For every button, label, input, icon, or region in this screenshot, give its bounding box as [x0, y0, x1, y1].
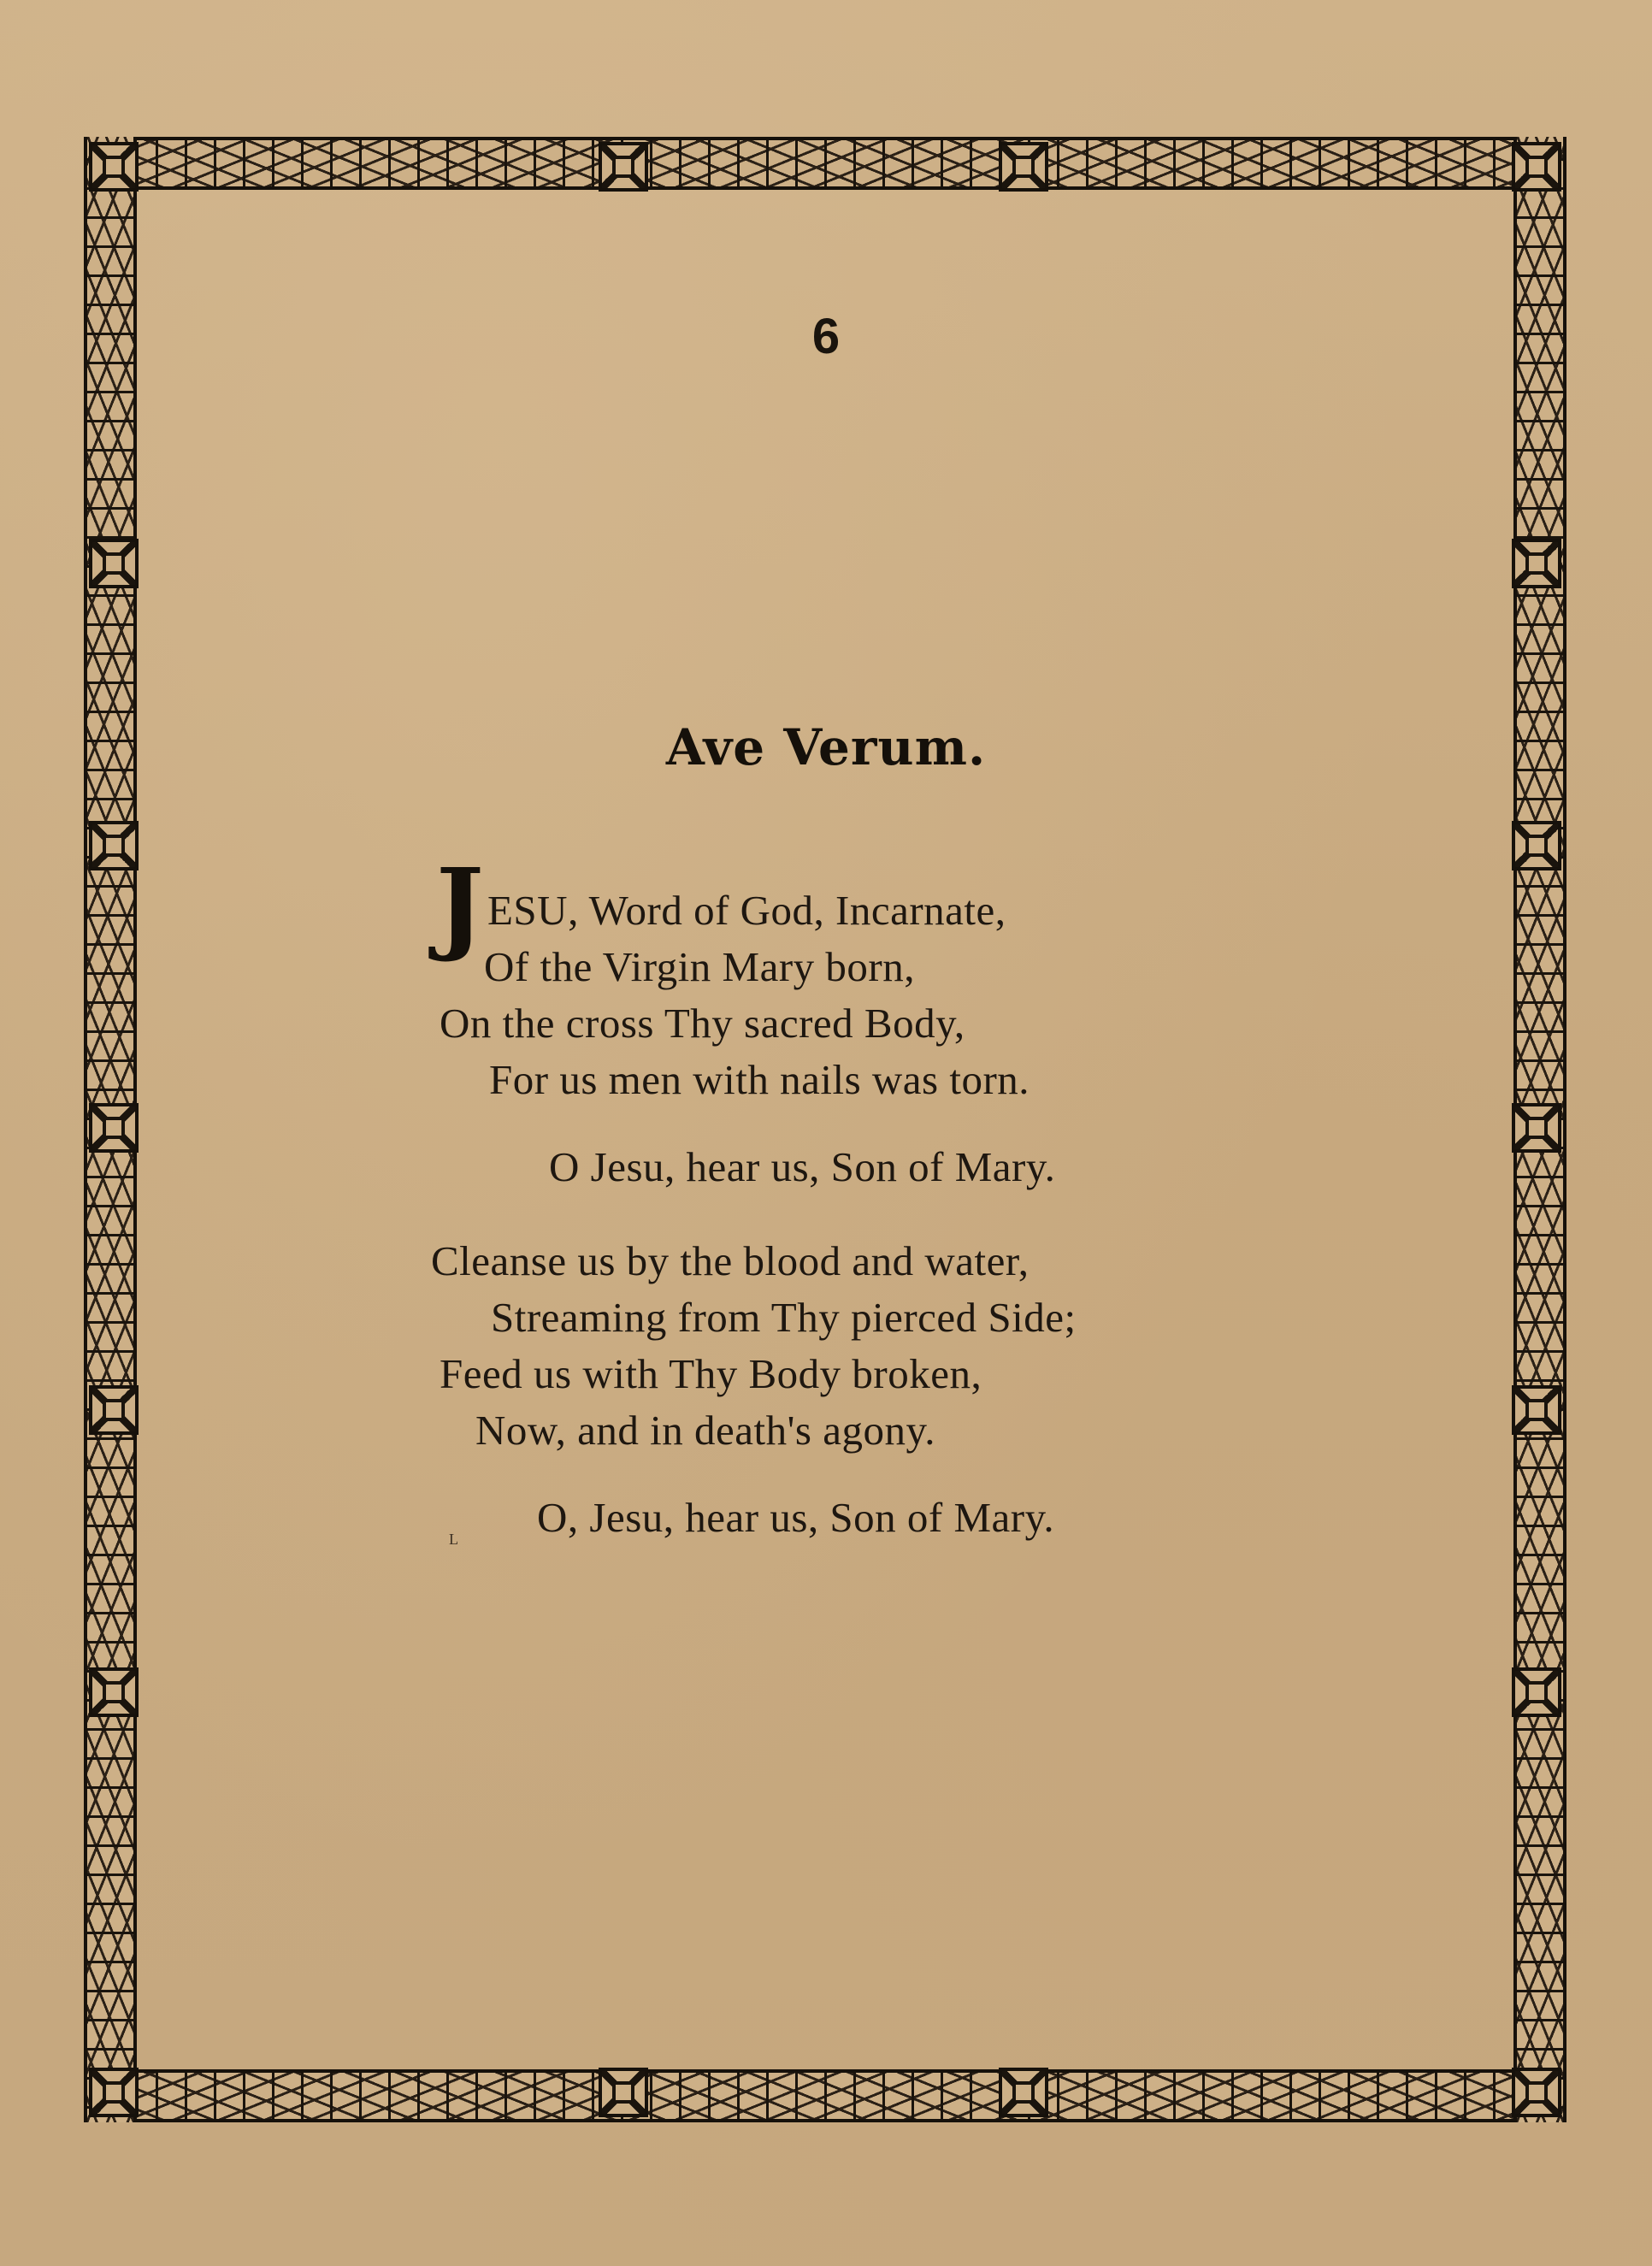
border-bottom [84, 2069, 1566, 2122]
knot-ornament-icon [89, 1667, 139, 1717]
knot-ornament-icon [999, 2068, 1048, 2117]
verse-line: Of the Virgin Mary born, [484, 943, 915, 990]
knot-ornament-icon [89, 821, 139, 870]
knot-ornament-icon [1512, 142, 1561, 192]
verse-line: Streaming from Thy pierced Side; [491, 1294, 1077, 1341]
border-top [84, 137, 1566, 190]
knot-ornament-icon [599, 2068, 648, 2117]
knot-ornament-icon [89, 142, 139, 192]
hymn-title: Ave Verum. [665, 718, 987, 776]
refrain-line: O, Jesu, hear us, Son of Mary. [537, 1494, 1055, 1541]
knot-ornament-icon [89, 2068, 139, 2117]
knot-ornament-icon [1512, 2068, 1561, 2117]
page-number: 6 [811, 309, 841, 364]
knot-ornament-icon [999, 142, 1048, 192]
verse-line: ESU, Word of God, Incarnate, [487, 887, 1006, 934]
knot-ornament-icon [1512, 539, 1561, 588]
knot-ornament-icon [1512, 821, 1561, 870]
knot-ornament-icon [599, 142, 648, 192]
knot-ornament-icon [1512, 1385, 1561, 1435]
refrain-line: O Jesu, hear us, Son of Mary. [549, 1143, 1056, 1190]
knot-ornament-icon [89, 1103, 139, 1153]
knot-ornament-icon [1512, 1667, 1561, 1717]
knot-ornament-icon [1512, 1103, 1561, 1153]
knot-ornament-icon [89, 1385, 139, 1435]
stray-mark: L [449, 1531, 458, 1548]
verse-line: Cleanse us by the blood and water, [431, 1237, 1030, 1284]
verse-line: Feed us with Thy Body broken, [440, 1350, 982, 1397]
verse-line: On the cross Thy sacred Body, [440, 1000, 965, 1047]
verse-line: Now, and in death's agony. [475, 1407, 936, 1454]
knot-ornament-icon [89, 539, 139, 588]
drop-cap: J [436, 846, 484, 965]
ornamental-border [84, 137, 1566, 2122]
verse-line: For us men with nails was torn. [489, 1056, 1030, 1103]
